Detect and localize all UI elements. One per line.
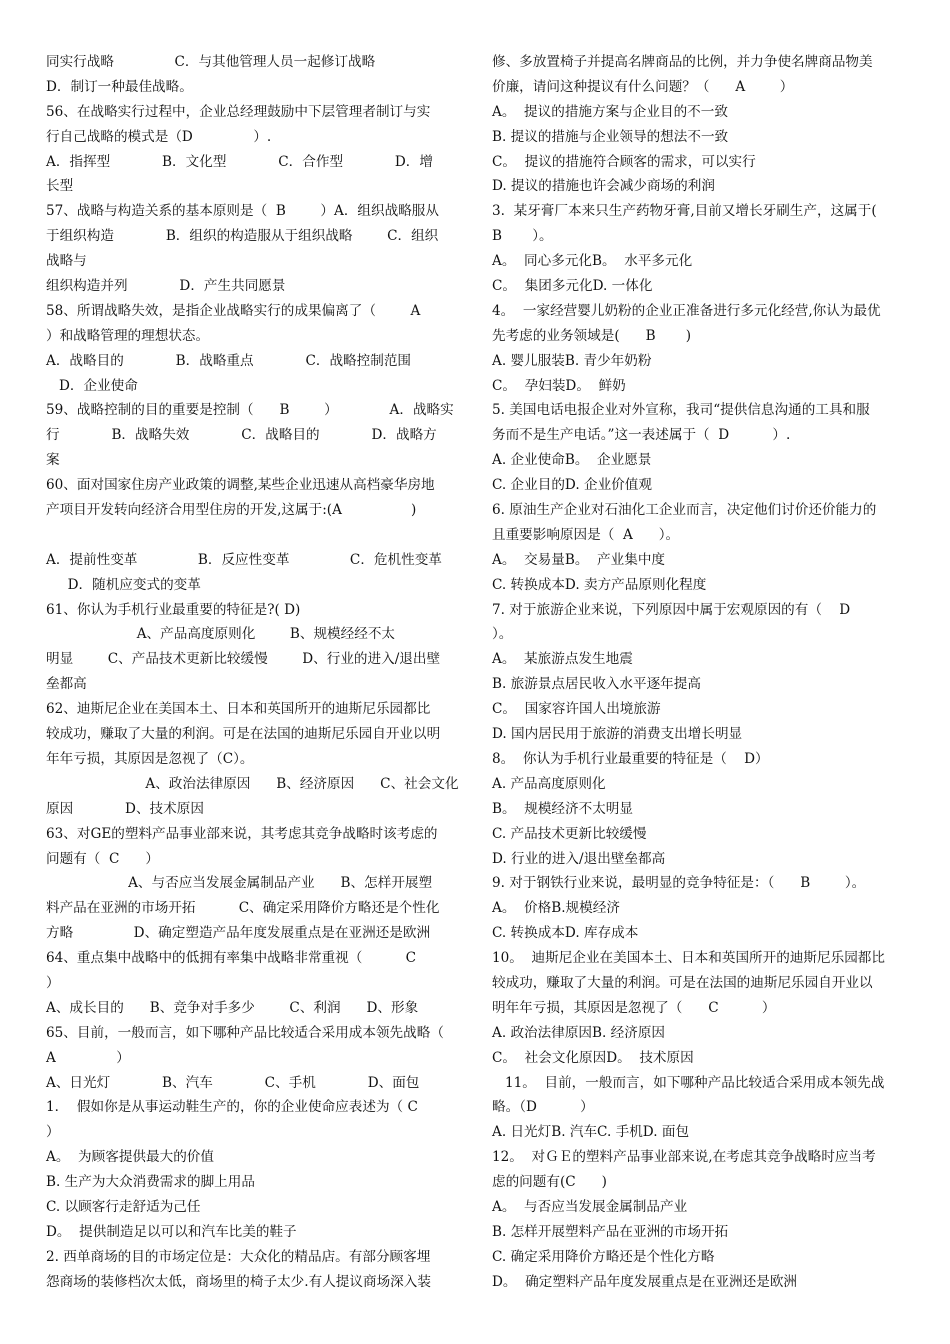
text-line: 长型 (46, 178, 74, 195)
text-line: 62、迪斯尼企业在美国本土、日本和英国所开的迪斯尼乐园都比 (46, 701, 431, 718)
text-line: 65、目前，一般而言，如下哪种产品比较适合采用成本领先战略（ (46, 1024, 444, 1041)
text-line: 务而不是生产电话。”这一表述属于（ D ）. (492, 427, 791, 444)
text-line: A、成长目的 B、竞争对手多少 C、利润 D、形象 (46, 999, 419, 1016)
text-line: D．企业使命 (46, 377, 138, 394)
text-line: 行 B．战略失效 C．战略目的 D．战略方 (46, 427, 437, 444)
text-line: 11。 目前，一般而言，如下哪种产品比较适合采用成本领先战 (492, 1074, 885, 1091)
text-line: 63、对GE的塑料产品事业部来说，其考虑其竞争战略时该考虑的 (46, 825, 438, 842)
text-line: D. 国内居民用于旅游的消费支出增长明显 (492, 726, 743, 743)
text-line: 3. 某牙膏厂本来只生产药物牙膏,目前又增长牙刷生产，这属于( (492, 203, 877, 220)
text-line: A．指挥型 B．文化型 C．合作型 D．增 (46, 153, 433, 170)
text-line: D。 提供制造足以可以和汽车比美的鞋子 (46, 1223, 297, 1240)
text-line: C. 产品技术更新比较缓慢 (492, 825, 647, 842)
text-line: A。 为顾客提供最大的价值 (46, 1149, 214, 1166)
text-line: C. 企业目的D. 企业价值观 (492, 477, 652, 494)
text-line: 方略 D、确定塑造产品年度发展重点是在亚洲还是欧洲 (46, 925, 431, 942)
text-line: 产项目开发转向经济合用型住房的开发,这属于:(A ) (46, 502, 417, 519)
text-line: A、政治法律原因 B、经济原因 C、社会文化 (46, 775, 459, 792)
text-line: A。 同心多元化B。 水平多元化 (492, 253, 693, 270)
text-line: A. 企业使命B。 企业愿景 (492, 452, 652, 469)
text-line: 价廉，请问这种提议有什么问题？（ A ） (492, 78, 794, 95)
text-line: 先考虑的业务领域是( B ) (492, 327, 692, 344)
text-line: 虑的问题有(C ) (492, 1174, 607, 1191)
text-line: A。 某旅游点发生地震 (492, 651, 633, 668)
text-line: 60、面对国家住房产业政策的调整,某些企业迅速从高档豪华房地 (46, 477, 435, 494)
text-line: 61、你认为手机行业最重要的特征是?( D) (46, 601, 301, 618)
text-line: A。 交易量B。 产业集中度 (492, 551, 666, 568)
text-line: 行自己战略的模式是（D ）. (46, 128, 272, 145)
text-line: 明年年亏损，其原因是忽视了（ C ） (492, 999, 776, 1016)
text-line: A. 政治法律原因B. 经济原因 (492, 1024, 666, 1041)
text-line: B ）。 (492, 228, 553, 245)
text-line: 较成功，赚取了大量的利润。可是在法国的迪斯尼乐园自开业以明 (46, 726, 441, 743)
text-line: C. 转换成本D. 卖方产品原则化程度 (492, 576, 707, 593)
text-line: 垒都高 (46, 676, 87, 693)
text-line: ）和战略管理的理想状态。 (46, 327, 210, 344)
text-line: A、产品高度原则化 B、规模经经不太 (46, 626, 396, 643)
text-line: C。 国家容许国人出境旅游 (492, 701, 661, 718)
text-line: A ） (46, 1049, 130, 1066)
text-line: A。 提议的措施方案与企业目的不一致 (492, 103, 728, 120)
text-line: 于组织构造 B．组织的构造服从于组织战略 C．组织 (46, 228, 439, 245)
text-line: D. 提议的措施也许会减少商场的利润 (492, 178, 715, 195)
text-line: 略。（D ） (492, 1099, 594, 1116)
text-line: A、与否应当发展金属制品产业 B、怎样开展塑 (46, 875, 433, 892)
text-line: A。 与否应当发展金属制品产业 (492, 1198, 688, 1215)
text-line: 64、重点集中战略中的低拥有率集中战略非常重视（ C (46, 950, 416, 967)
left-column (46, 50, 462, 1295)
text-line: A．提前性变革 B．反应性变革 C．危机性变革 (46, 551, 442, 568)
text-line: B. 生产为大众消费需求的脚上用品 (46, 1174, 255, 1191)
text-line: 问题有（ C ） (46, 850, 159, 867)
text-line: C。 提议的措施符合顾客的需求，可以实行 (492, 153, 756, 170)
text-line: C。 孕妇装D。 鲜奶 (492, 377, 626, 394)
text-line (46, 523, 462, 548)
text-line: 6. 原油生产企业对石油化工企业而言，决定他们讨价还价能力的 (492, 502, 877, 519)
text-line: D. 行业的进入/退出壁垒都高 (492, 850, 666, 867)
text-line: 修、多放置椅子并提高名牌商品的比例，并力争使名牌商品物美 (492, 54, 873, 70)
text-line: 5. 美国电话电报企业对外宣称，我司“提供信息沟通的工具和服 (492, 402, 870, 419)
text-line: A。 价格B.规模经济 (492, 900, 620, 917)
text-line: D．随机应变式的变革 (46, 576, 201, 593)
text-line: ）。 (492, 626, 513, 643)
text-line: B。 规模经济不太明显 (492, 800, 633, 817)
text-line: A. 日光灯B. 汽车C. 手机D. 面包 (492, 1124, 690, 1141)
text-line: 9. 对于钢铁行业来说，最明显的竞争特征是：（ B ）。 (492, 875, 866, 892)
text-line: 10。 迪斯尼企业在美国本土、日本和英国所开的迪斯尼乐园都比 (492, 950, 885, 967)
text-line: 8。 你认为手机行业最重要的特征是（ D） (492, 750, 769, 767)
text-line: C. 转换成本D. 库存成本 (492, 925, 639, 942)
text-line: 57、战略与构造关系的基本原则是（ B ）A．组织战略服从 (46, 203, 439, 220)
text-line: ） (46, 974, 60, 991)
text-line: 1． 假如你是从事运动鞋生产的，你的企业使命应表述为（ C (46, 1099, 418, 1116)
text-line: 59、战略控制的目的重要是控制（ B ） A．战略实 (46, 402, 454, 419)
text-line: 2. 西单商场的目的市场定位是：大众化的精品店。有部分顾客埋 (46, 1248, 431, 1265)
text-line: 同实行战略 C．与其他管理人员一起修订战略 (46, 54, 376, 70)
text-line: 56、在战略实行过程中，企业总经理鼓励中下层管理者制订与实 (46, 103, 431, 120)
text-line: 怨商场的装修档次太低，商场里的椅子太少.有人提议商场深入装 (46, 1273, 431, 1290)
text-line: A、日光灯 B、汽车 C、手机 D、面包 (46, 1074, 420, 1091)
text-line: 且重要影响原因是（ A ）。 (492, 526, 680, 543)
text-line: C. 确定采用降价方略还是个性化方略 (492, 1248, 715, 1265)
text-line: D。 确定塑料产品年度发展重点是在亚洲还是欧洲 (492, 1273, 798, 1290)
text-line: D．制订一种最佳战略。 (46, 78, 193, 95)
text-line: 料产品在亚洲的市场开拓 C、确定采用降价方略还是个性化 (46, 900, 440, 917)
text-line: A. 产品高度原则化 (492, 775, 606, 792)
text-line: 年年亏损，其原因是忽视了（C）。 (46, 750, 254, 767)
text-line: 案 (46, 452, 60, 469)
text-line: C。 社会文化原因D。 技术原因 (492, 1049, 694, 1066)
text-line: ） (46, 1124, 60, 1141)
right-column (492, 50, 907, 1295)
text-line: A．战略目的 B．战略重点 C．战略控制范围 (46, 352, 412, 369)
text-line: 战略与 (46, 253, 87, 270)
text-line: 原因 D、技术原因 (46, 800, 204, 817)
text-line: C. 以顾客行走舒适为己任 (46, 1198, 201, 1215)
text-line: B. 怎样开展塑料产品在亚洲的市场开拓 (492, 1223, 729, 1240)
text-line: 较成功，赚取了大量的利润。可是在法国的迪斯尼乐园自开业以 (492, 974, 873, 991)
text-line: 12。 对ＧＥ的塑料产品事业部来说,在考虑其竞争战略时应当考 (492, 1149, 876, 1166)
text-line: 4。 一家经营婴儿奶粉的企业正准备进行多元化经营,你认为最优 (492, 302, 881, 319)
text-line: 组织构造并列 D．产生共同愿景 (46, 278, 286, 295)
text-line: A. 婴儿服装B. 青少年奶粉 (492, 352, 652, 369)
text-line: B. 提议的措施与企业领导的想法不一致 (492, 128, 729, 145)
text-line: 58、所谓战略失效，是指企业战略实行的成果偏离了（ A (46, 302, 421, 319)
text-line: B. 旅游景点居民收入水平逐年提高 (492, 676, 701, 693)
text-line: 明显 C、产品技术更新比较缓慢 D、行业的进入/退出壁 (46, 651, 441, 668)
text-line: C。 集团多元化D. 一体化 (492, 278, 653, 295)
text-line: 7. 对于旅游企业来说，下列原因中属于宏观原因的有（ D (492, 601, 851, 618)
